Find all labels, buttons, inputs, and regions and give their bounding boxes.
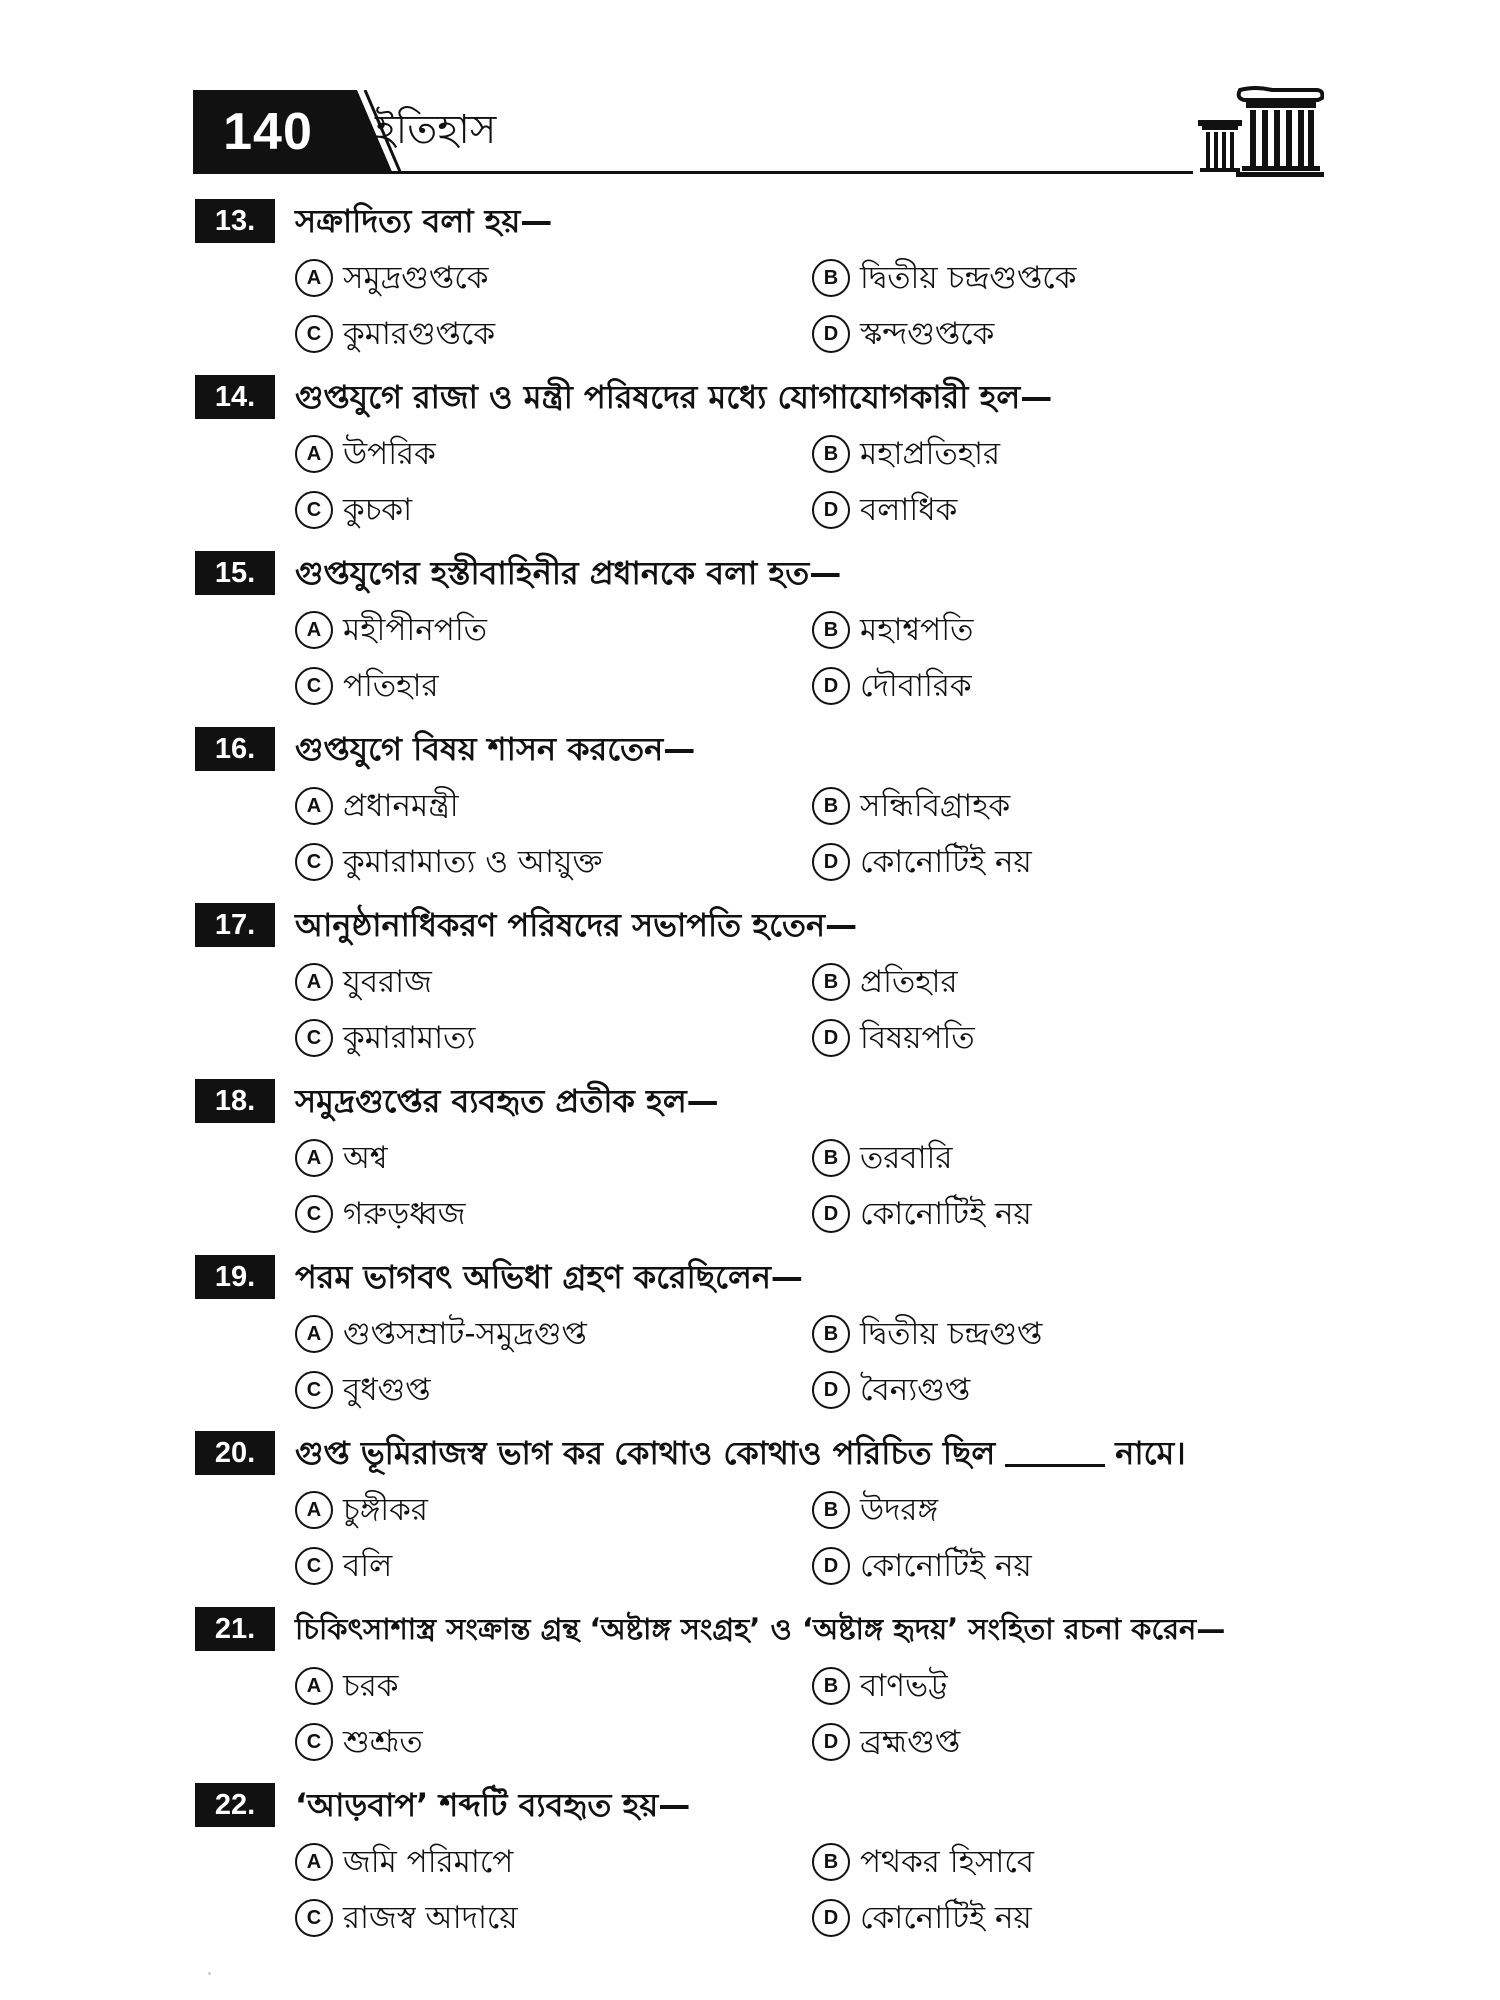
fill-in-blank <box>1005 1444 1105 1467</box>
option-c[interactable] <box>295 1717 423 1767</box>
option-letter-a: A <box>295 259 333 297</box>
option-letter-a: A <box>295 1667 333 1705</box>
option-d-text: কোনোটিই নয় <box>860 1196 1032 1232</box>
option-c-text: বুধগুপ্ত <box>343 1372 431 1408</box>
question-number: 18. <box>214 1085 256 1117</box>
option-a-text: সমুদ্রগুপ্তকে <box>343 260 489 296</box>
question-text <box>295 1425 1325 1481</box>
option-c-text: পতিহার <box>343 668 439 704</box>
option-a-text: প্রধানমন্ত্রী <box>343 788 459 824</box>
option-letter-b: B <box>812 1139 850 1177</box>
option-letter-b: B <box>812 1667 850 1705</box>
option-a-text: অশ্ব <box>343 1140 388 1176</box>
question-number: 16. <box>214 733 256 765</box>
question-number: 15. <box>214 557 256 589</box>
option-letter-a: A <box>295 1843 333 1881</box>
option-letter-d: D <box>812 1899 850 1937</box>
option-c[interactable] <box>295 309 495 359</box>
question-text: পরম ভাগবৎ অভিধা গ্রহণ করেছিলেন— <box>295 1258 803 1296</box>
option-letter-c: C <box>295 1371 333 1409</box>
option-c-text: শুশ্রূত <box>343 1724 423 1760</box>
option-d-text: কোনোটিই নয় <box>860 1900 1032 1936</box>
question-number: 14. <box>214 381 256 413</box>
question-number-box <box>195 727 275 771</box>
option-b[interactable] <box>812 253 1076 303</box>
question-number-box <box>195 1431 275 1475</box>
option-letter-c: C <box>295 1019 333 1057</box>
option-letter-a: A <box>295 435 333 473</box>
option-letter-d: D <box>812 1019 850 1057</box>
option-d-text: বৈন্যগুপ্ত <box>860 1372 971 1408</box>
question-text: সমুদ্রগুপ্তের ব্যবহৃত প্রতীক হল— <box>295 1082 719 1120</box>
question-number-box <box>195 1079 275 1123</box>
option-a[interactable] <box>295 957 432 1007</box>
page-number-box <box>193 90 343 174</box>
option-c[interactable] <box>295 1541 392 1591</box>
option-b[interactable] <box>812 957 958 1007</box>
option-b-text: মহাপ্রতিহার <box>860 436 1001 472</box>
option-b-text: পথকর হিসাবে <box>860 1844 1035 1880</box>
question-text-before-blank: গুপ্ত ভূমিরাজস্ব ভাগ কর কোথাও কোথাও পরিচিত ছিল <box>295 1434 996 1472</box>
question-19 <box>195 1255 1315 1425</box>
option-c[interactable] <box>295 837 602 887</box>
question-text-after-blank: নামে। <box>1115 1434 1186 1472</box>
option-letter-d: D <box>812 843 850 881</box>
pillar-icon <box>1196 86 1324 178</box>
option-d[interactable] <box>812 1013 975 1063</box>
page-header <box>193 90 1323 180</box>
header-rule <box>373 171 1193 174</box>
option-letter-c: C <box>295 1723 333 1761</box>
option-a[interactable] <box>295 1485 428 1535</box>
option-letter-a: A <box>295 1491 333 1529</box>
option-letter-d: D <box>812 491 850 529</box>
option-d-text: বিষয়পতি <box>860 1020 975 1056</box>
option-letter-a: A <box>295 1139 333 1177</box>
option-b[interactable] <box>812 1485 938 1535</box>
option-c[interactable] <box>295 661 439 711</box>
question-number: 17. <box>214 909 256 941</box>
option-c-text: বলি <box>343 1548 393 1584</box>
question-text: গুপ্তযুগের হস্তীবাহিনীর প্রধানকে বলা হত— <box>295 554 842 592</box>
option-d[interactable] <box>812 661 972 711</box>
option-letter-d: D <box>812 1547 850 1585</box>
option-letter-d: D <box>812 1195 850 1233</box>
option-letter-c: C <box>295 491 333 529</box>
option-c-text: কুমারামাত্য ও আয়ুক্ত <box>343 844 603 880</box>
question-15 <box>195 551 1315 721</box>
option-a-text: চুঙ্গীকর <box>343 1492 428 1528</box>
option-letter-b: B <box>812 1315 850 1353</box>
question-number: 22. <box>214 1789 256 1821</box>
option-c-text: কুচকা <box>343 492 413 528</box>
question-17 <box>195 903 1315 1073</box>
question-number-box <box>195 1255 275 1299</box>
option-b-text: দ্বিতীয় চন্দ্রগুপ্তকে <box>860 260 1077 296</box>
option-b-text: বাণভট্ট <box>860 1668 948 1704</box>
option-a-text: চরক <box>343 1668 399 1704</box>
option-letter-c: C <box>295 1195 333 1233</box>
question-16 <box>195 727 1315 897</box>
option-b[interactable] <box>812 1837 1034 1887</box>
option-letter-d: D <box>812 667 850 705</box>
option-a-text: মহীপীনপতি <box>343 612 487 648</box>
question-number-box <box>195 903 275 947</box>
option-a[interactable] <box>295 781 459 831</box>
option-b-text: সন্ধিবিগ্রাহক <box>860 788 1011 824</box>
option-b-text: প্রতিহার <box>860 964 958 1000</box>
option-c-text: গরুড়ধ্বজ <box>343 1196 466 1232</box>
option-d-text: বলাধিক <box>860 492 958 528</box>
option-b[interactable] <box>812 1133 952 1183</box>
option-d[interactable] <box>812 1893 1032 1943</box>
question-20 <box>195 1431 1315 1601</box>
option-a[interactable] <box>295 429 436 479</box>
question-number: 13. <box>214 205 256 237</box>
option-b[interactable] <box>812 605 973 655</box>
scan-speck <box>208 1972 211 1975</box>
option-letter-c: C <box>295 843 333 881</box>
question-number: 21. <box>214 1613 256 1645</box>
option-c[interactable] <box>295 485 412 535</box>
option-letter-c: C <box>295 1899 333 1937</box>
option-c-text: কুমারামাত্য <box>343 1020 476 1056</box>
option-a[interactable] <box>295 1661 398 1711</box>
question-number: 19. <box>214 1261 256 1293</box>
question-number-box <box>195 1783 275 1827</box>
option-a-text: যুবরাজ <box>343 964 432 1000</box>
question-text: গুপ্তযুগে রাজা ও মন্ত্রী পরিষদের মধ্যে যোগাযোগকারী হল— <box>295 378 1053 416</box>
option-c[interactable] <box>295 1013 475 1063</box>
option-d-text: দৌবারিক <box>860 668 972 704</box>
option-d-text: ব্রহ্মগুপ্ত <box>860 1724 961 1760</box>
option-letter-d: D <box>812 1723 850 1761</box>
option-d[interactable] <box>812 309 994 359</box>
option-d-text: স্কন্দগুপ্তকে <box>860 316 995 352</box>
option-a[interactable] <box>295 605 487 655</box>
question-number: 20. <box>214 1437 256 1469</box>
question-13 <box>195 199 1315 369</box>
option-letter-a: A <box>295 1315 333 1353</box>
option-d-text: কোনোটিই নয় <box>860 1548 1032 1584</box>
option-b-text: মহাশ্বপতি <box>860 612 974 648</box>
option-a-text: জমি পরিমাপে <box>343 1844 514 1880</box>
question-text: গুপ্তযুগে বিষয় শাসন করতেন— <box>295 730 696 768</box>
question-21 <box>195 1607 1315 1777</box>
question-text: সক্রাদিত্য বলা হয়— <box>295 202 553 240</box>
option-letter-a: A <box>295 787 333 825</box>
option-letter-b: B <box>812 1491 850 1529</box>
question-text: আনুষ্ঠানাধিকরণ পরিষদের সভাপতি হতেন— <box>295 906 858 944</box>
page-number: 140 <box>223 103 313 161</box>
option-c[interactable] <box>295 1893 518 1943</box>
option-letter-d: D <box>812 1371 850 1409</box>
question-number-box <box>195 551 275 595</box>
option-d[interactable] <box>812 837 1032 887</box>
question-number-box <box>195 199 275 243</box>
question-22 <box>195 1783 1315 1953</box>
question-number-box <box>195 375 275 419</box>
option-d-text: কোনোটিই নয় <box>860 844 1032 880</box>
option-a[interactable] <box>295 1309 587 1359</box>
option-d[interactable] <box>812 1717 960 1767</box>
option-b-text: তরবারি <box>860 1140 953 1176</box>
option-letter-a: A <box>295 611 333 649</box>
option-a-text: গুপ্তসম্রাট-সমুদ্রগুপ্ত <box>343 1316 587 1352</box>
option-letter-c: C <box>295 1547 333 1585</box>
option-c-text: কুমারগুপ্তকে <box>343 316 496 352</box>
option-c[interactable] <box>295 1189 466 1239</box>
question-14 <box>195 375 1315 545</box>
option-letter-b: B <box>812 963 850 1001</box>
option-c[interactable] <box>295 1365 431 1415</box>
option-d[interactable] <box>812 1365 970 1415</box>
option-a[interactable] <box>295 1133 388 1183</box>
option-letter-d: D <box>812 315 850 353</box>
option-letter-a: A <box>295 963 333 1001</box>
option-letter-b: B <box>812 259 850 297</box>
option-d[interactable] <box>812 1541 1032 1591</box>
question-text: চিকিৎসাশাস্ত্র সংক্রান্ত গ্রন্থ ‘অষ্টাঙ্গ সংগ্রহ’ ও ‘অষ্টাঙ্গ হৃদয়’ সংহিতা রচনা করেন— <box>295 1612 1226 1646</box>
option-letter-b: B <box>812 611 850 649</box>
option-b[interactable] <box>812 1661 948 1711</box>
option-letter-c: C <box>295 315 333 353</box>
option-b[interactable] <box>812 429 1000 479</box>
option-c-text: রাজস্ব আদায়ে <box>343 1900 518 1936</box>
option-a-text: উপরিক <box>343 436 436 472</box>
option-letter-b: B <box>812 1843 850 1881</box>
option-letter-b: B <box>812 435 850 473</box>
subject-title: ইতিহাস <box>375 107 497 153</box>
question-text: ‘আড়বাপ’ শব্দটি ব্যবহৃত হয়— <box>295 1786 691 1824</box>
option-b[interactable] <box>812 781 1010 831</box>
option-b-text: দ্বিতীয় চন্দ্রগুপ্ত <box>860 1316 1043 1352</box>
option-letter-c: C <box>295 667 333 705</box>
option-a[interactable] <box>295 1837 513 1887</box>
option-b-text: উদরঙ্গ <box>860 1492 939 1528</box>
option-b[interactable] <box>812 1309 1042 1359</box>
option-a[interactable] <box>295 253 488 303</box>
option-d[interactable] <box>812 485 957 535</box>
question-number-box <box>195 1607 275 1651</box>
question-18 <box>195 1079 1315 1249</box>
option-d[interactable] <box>812 1189 1032 1239</box>
option-letter-b: B <box>812 787 850 825</box>
